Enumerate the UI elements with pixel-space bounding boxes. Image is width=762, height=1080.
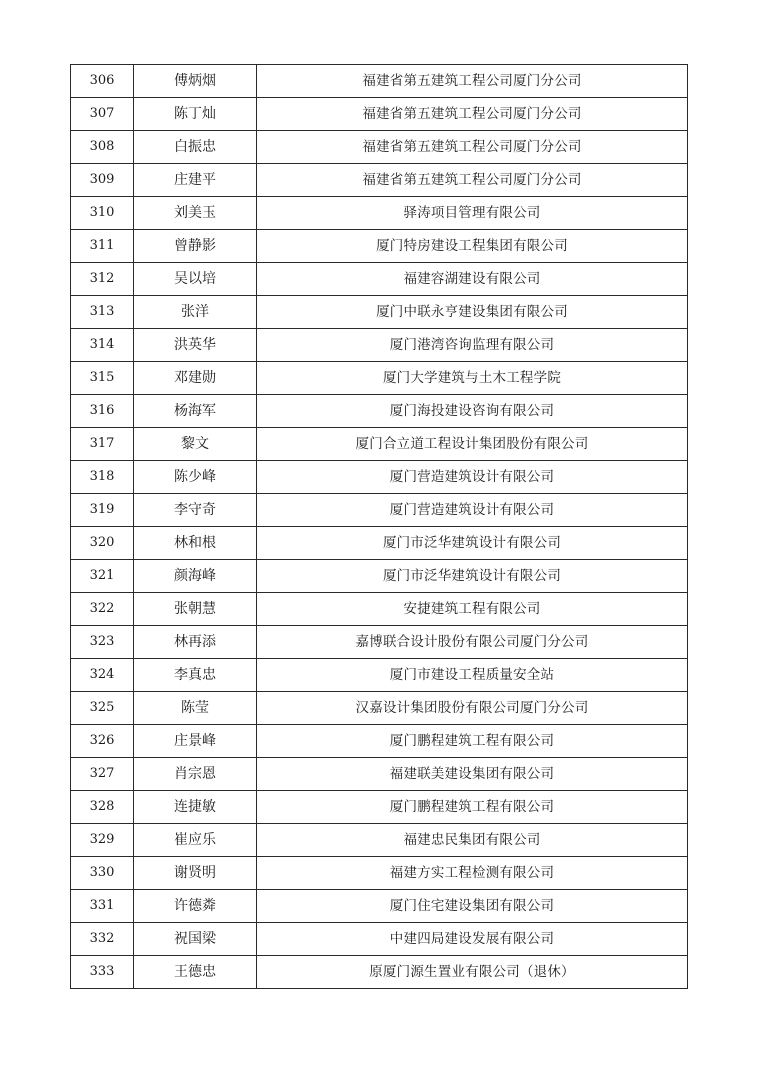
table-row [71,131,688,164]
table-row [71,197,688,230]
person-name-cell: 张朝慧 [134,593,257,626]
organization-cell: 厦门市泛华建筑设计有限公司 [257,527,688,560]
organization-cell: 厦门鹏程建筑工程有限公司 [257,791,688,824]
row-number-cell: 310 [71,197,134,230]
table-row [71,98,688,131]
person-name-cell: 肖宗恩 [134,758,257,791]
row-number-cell: 315 [71,362,134,395]
person-name-cell: 许德粦 [134,890,257,923]
row-number-cell: 313 [71,296,134,329]
table-row [71,758,688,791]
table-row [71,494,688,527]
person-name-cell: 连捷敏 [134,791,257,824]
table-row [71,857,688,890]
person-name-cell: 谢贤明 [134,857,257,890]
table-row [71,263,688,296]
table-row [71,164,688,197]
person-name-cell: 邓建勋 [134,362,257,395]
organization-cell: 厦门中联永亨建设集团有限公司 [257,296,688,329]
row-number-cell: 329 [71,824,134,857]
person-name-cell: 傅炳烟 [134,65,257,98]
table-row [71,428,688,461]
row-number-cell: 307 [71,98,134,131]
person-name-cell: 陈莹 [134,692,257,725]
row-number-cell: 330 [71,857,134,890]
organization-cell: 原厦门源生置业有限公司（退休） [257,956,688,989]
organization-cell: 福建省第五建筑工程公司厦门分公司 [257,164,688,197]
row-number-cell: 317 [71,428,134,461]
person-name-cell: 杨海军 [134,395,257,428]
person-name-cell: 李真忠 [134,659,257,692]
organization-cell: 福建容湖建设有限公司 [257,263,688,296]
table-row [71,65,688,98]
row-number-cell: 323 [71,626,134,659]
person-name-cell: 黎文 [134,428,257,461]
person-name-cell: 陈少峰 [134,461,257,494]
row-number-cell: 311 [71,230,134,263]
organization-cell: 福建联美建设集团有限公司 [257,758,688,791]
row-number-cell: 314 [71,329,134,362]
person-name-cell: 颜海峰 [134,560,257,593]
table-row [71,230,688,263]
row-number-cell: 325 [71,692,134,725]
person-name-cell: 林和根 [134,527,257,560]
organization-cell: 福建方实工程检测有限公司 [257,857,688,890]
row-number-cell: 306 [71,65,134,98]
table-row [71,560,688,593]
organization-cell: 福建忠民集团有限公司 [257,824,688,857]
row-number-cell: 312 [71,263,134,296]
organization-cell: 厦门大学建筑与土木工程学院 [257,362,688,395]
person-name-cell: 庄景峰 [134,725,257,758]
person-name-cell: 崔应乐 [134,824,257,857]
organization-cell: 厦门鹏程建筑工程有限公司 [257,725,688,758]
table-row [71,824,688,857]
row-number-cell: 321 [71,560,134,593]
person-name-cell: 曾静影 [134,230,257,263]
row-number-cell: 324 [71,659,134,692]
table-row [71,296,688,329]
row-number-cell: 318 [71,461,134,494]
table-row [71,362,688,395]
table-row [71,461,688,494]
row-number-cell: 309 [71,164,134,197]
person-name-cell: 陈丁灿 [134,98,257,131]
row-number-cell: 333 [71,956,134,989]
organization-cell: 汉嘉设计集团股份有限公司厦门分公司 [257,692,688,725]
table-row [71,791,688,824]
organization-cell: 安捷建筑工程有限公司 [257,593,688,626]
row-number-cell: 316 [71,395,134,428]
row-number-cell: 320 [71,527,134,560]
person-name-cell: 洪英华 [134,329,257,362]
organization-cell: 厦门市泛华建筑设计有限公司 [257,560,688,593]
person-name-cell: 张洋 [134,296,257,329]
organization-cell: 中建四局建设发展有限公司 [257,923,688,956]
row-number-cell: 326 [71,725,134,758]
table-row [71,626,688,659]
row-number-cell: 332 [71,923,134,956]
person-name-cell: 刘美玉 [134,197,257,230]
person-name-cell: 庄建平 [134,164,257,197]
organization-cell: 福建省第五建筑工程公司厦门分公司 [257,65,688,98]
row-number-cell: 327 [71,758,134,791]
person-name-cell: 白振忠 [134,131,257,164]
organization-cell: 厦门住宅建设集团有限公司 [257,890,688,923]
organization-cell: 厦门合立道工程设计集团股份有限公司 [257,428,688,461]
person-name-cell: 祝国梁 [134,923,257,956]
person-name-cell: 林再添 [134,626,257,659]
person-name-cell: 吴以培 [134,263,257,296]
organization-cell: 厦门营造建筑设计有限公司 [257,461,688,494]
organization-cell: 驿涛项目管理有限公司 [257,197,688,230]
table-row [71,659,688,692]
organization-cell: 厦门港湾咨询监理有限公司 [257,329,688,362]
roster-table [70,64,688,989]
table-row [71,395,688,428]
organization-cell: 厦门市建设工程质量安全站 [257,659,688,692]
table-row [71,692,688,725]
row-number-cell: 308 [71,131,134,164]
organization-cell: 厦门营造建筑设计有限公司 [257,494,688,527]
organization-cell: 厦门特房建设工程集团有限公司 [257,230,688,263]
organization-cell: 嘉博联合设计股份有限公司厦门分公司 [257,626,688,659]
table-row [71,725,688,758]
table-row [71,527,688,560]
table-row [71,923,688,956]
row-number-cell: 331 [71,890,134,923]
row-number-cell: 328 [71,791,134,824]
roster-table-body [71,65,688,989]
row-number-cell: 322 [71,593,134,626]
organization-cell: 厦门海投建设咨询有限公司 [257,395,688,428]
person-name-cell: 王德忠 [134,956,257,989]
table-row [71,956,688,989]
row-number-cell: 319 [71,494,134,527]
person-name-cell: 李守奇 [134,494,257,527]
table-row [71,890,688,923]
table-row [71,593,688,626]
table-row [71,329,688,362]
organization-cell: 福建省第五建筑工程公司厦门分公司 [257,131,688,164]
organization-cell: 福建省第五建筑工程公司厦门分公司 [257,98,688,131]
